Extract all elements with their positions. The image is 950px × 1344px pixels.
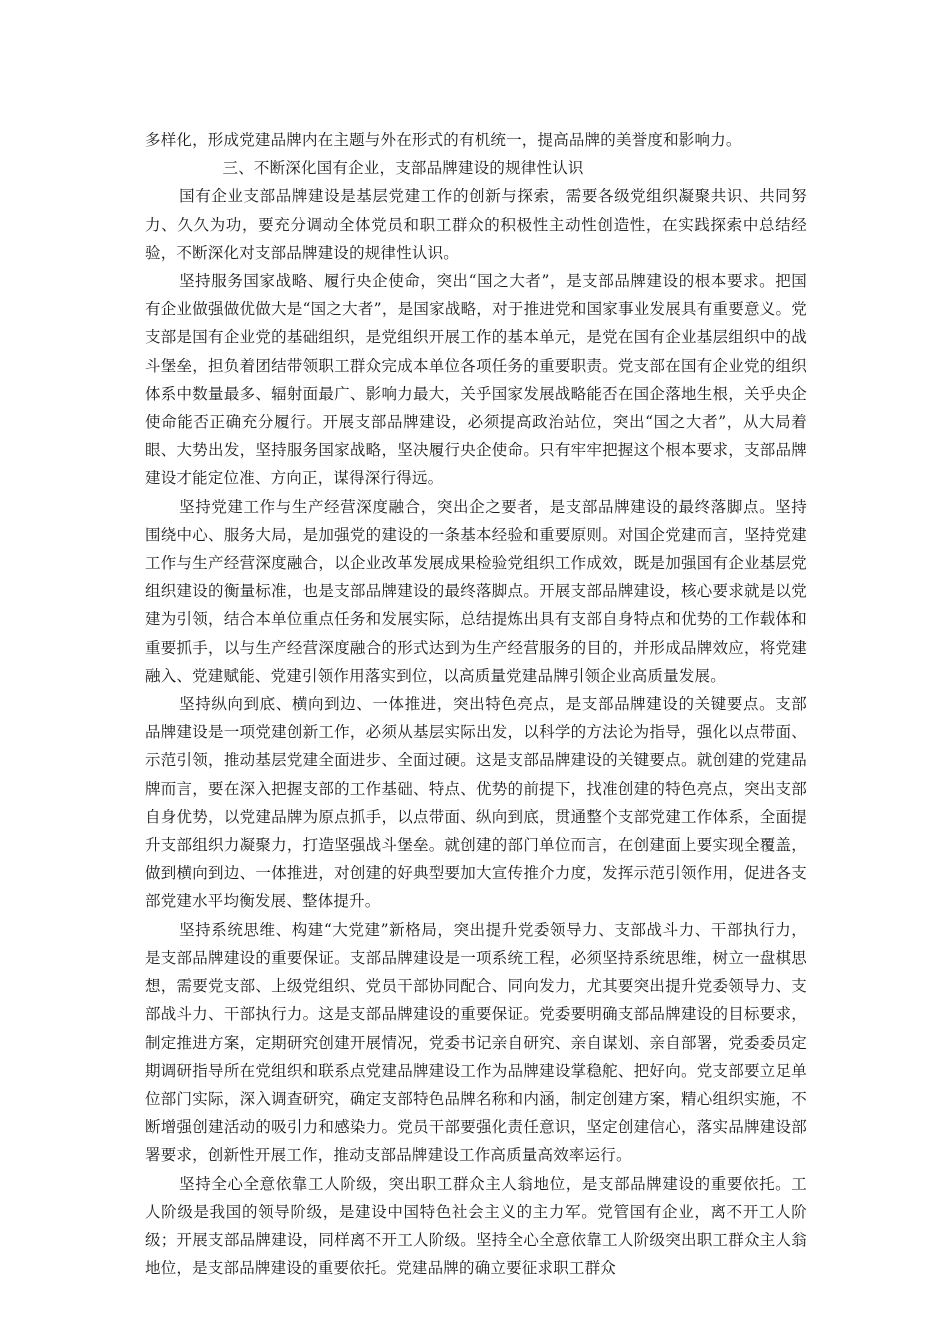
paragraph-system-thinking: 坚持系统思维、构建“大党建”新格局，突出提升党委领导力、支部战斗力、干部执行力，是支部品牌建设的重要保证。支部品牌建设是一项系统工程，必须坚持系统思维，树立一盘棋思想，需要党支部、上级党组织、党员干部协同配合、同向发力，尤其要突出提升党委领导力、支部战斗力、干部执行力。这是支部品牌建设的重要保证。党委要明确支部品牌建设的目标要求，制定推进方案，定期研究创建开展情况，党委书记亲自研究、亲自谋划、亲自部署，党委委员定期调研指导所在党组织和联系点党建品牌建设工作为品牌建设掌稳舵、把好向。党支部要立足单位部门实际，深入调查研究，确定支部特色品牌名称和内涵，制定创建方案，精心组织实施，不断增强创建活动的吸引力和感染力。党员干部要强化责任意识，坚定创建信心，落实品牌建设部署要求，创新性开展工作，推动支部品牌建设工作高质量高效率运行。 (145, 920, 807, 1165)
paragraph-national-strategy: 坚持服务国家战略、履行央企使命，突出“国之大者”，是支部品牌建设的根本要求。把国有企业做强做优做大是“国之大者”，是国家战略，对于推进党和国家事业发展具有重要意义。党支部是国有企业党的基础组织，是党组织开展工作的基本单元，是党在国有企业基层组织中的战斗堡垒，担负着团结带领职工群众完成本单位各项任务的重要职责。党支部在国有企业党的组织体系中数量最多、辐射面最广、影响力最大，关乎国家发展战略能否在国企落地生根，关乎央企使命能否正确充分履行。开展支部品牌建设，必须提高政治站位，突出“国之大者”，从大局着眼、大势出发，坚持服务国家战略，坚决履行央企使命。只有牢牢把握这个根本要求，支部品牌建设才能定位准、方向正，谋得深行得远。 (145, 272, 807, 488)
document-page (145, 126, 807, 1282)
paragraph-intro: 国有企业支部品牌建设是基层党建工作的创新与探索，需要各级党组织凝聚共识、共同努力、久久为功，要充分调动全体党员和职工群众的积极性主动性创造性，在实践探索中总结经验，不断深化对支部品牌建设的规律性认识。 (145, 187, 807, 262)
paragraph-working-class: 坚持全心全意依靠工人阶级，突出职工群众主人翁地位，是支部品牌建设的重要依托。工人阶级是我国的领导阶级，是建设中国特色社会主义的主力军。党管国有企业，离不开工人阶级；开展支部品牌建设，同样离不开工人阶级。坚持全心全意依靠工人阶级突出职工群众主人翁地位，是支部品牌建设的重要依托。党建品牌的确立要征求职工群众 (145, 1174, 807, 1278)
paragraph-vertical-horizontal: 坚持纵向到底、横向到边、一体推进，突出特色亮点，是支部品牌建设的关键要点。支部品牌建设是一项党建创新工作，必须从基层实际出发，以科学的方法论为指导，强化以点带面、示范引领，推动基层党建全面进步、全面过硬。这是支部品牌建设的关键要点。就创建的党建品牌而言，要在深入把握支部的工作基础、特点、优势的前提下，找准创建的特色亮点，突出支部自身优势，以党建品牌为原点抓手，以点带面、纵向到底，贯通整个支部党建工作体系，全面提升支部组织力凝聚力，打造坚强战斗堡垒。就创建的部门单位而言，在创建面上要实现全覆盖，做到横向到边、一体推进，对创建的好典型要加大宣传推介力度，发挥示范引领作用，促进各支部党建水平均衡发展、整体提升。 (145, 695, 807, 911)
paragraph-continuation: 多样化，形成党建品牌内在主题与外在形式的有机统一，提高品牌的美誉度和影响力。 (145, 131, 742, 149)
paragraph-deep-integration: 坚持党建工作与生产经营深度融合，突出企之要者，是支部品牌建设的最终落脚点。坚持围绕中心、服务大局，是加强党的建设的一条基本经验和重要原则。对国企党建而言，坚持党建工作与生产经营深度融合，以企业改革发展成果检验党组织工作成效，既是加强国有企业基层党组织建设的衡量标准，也是支部品牌建设的最终落脚点。开展支部品牌建设，核心要求就是以党建为引领，结合本单位重点任务和发展实际，总结提炼出具有支部自身特点和优势的工作载体和重要抓手，以与生产经营深度融合的形式达到为生产经营服务的目的，并形成品牌效应，将党建融入、党建赋能、党建引领作用落实到位，以高质量党建品牌引领企业高质量发展。 (145, 497, 807, 685)
section-heading: 三、不断深化国有企业，支部品牌建设的规律性认识 (222, 159, 584, 178)
